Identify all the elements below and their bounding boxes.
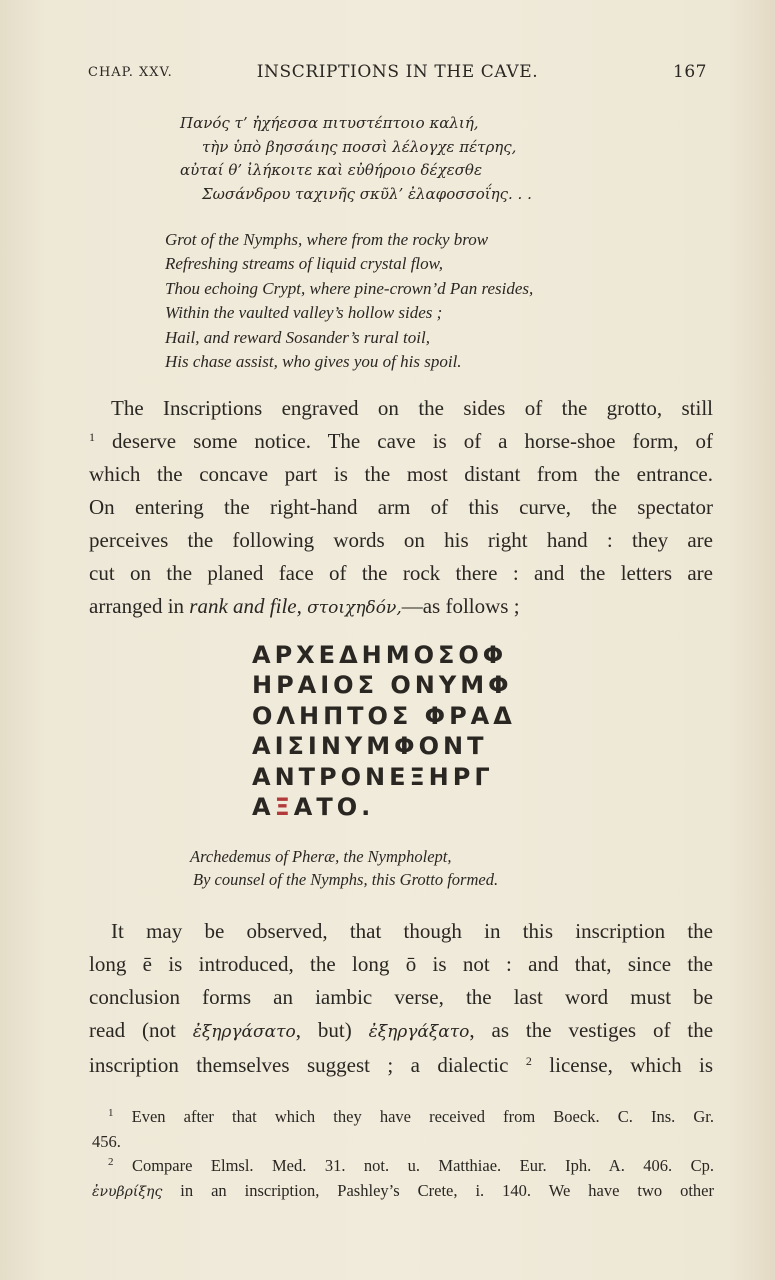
paragraph-text: is not : and that, since the <box>416 952 713 976</box>
inscription-line: ΟΛΗΠΤΟΣ ΦΡΑΔ <box>252 701 516 730</box>
paragraph-line <box>89 1049 713 1082</box>
chapter-label: CHAP. XXV. <box>88 65 173 80</box>
paragraph-line <box>89 948 713 981</box>
english-verse-line: Hail, and reward Sosander’s rural toil, <box>165 327 430 347</box>
greek-verse-line: αὐταί θ’ ἰλήκοιτε καὶ εὐθήροιο δέχεσθε <box>180 161 482 179</box>
footnote-text: Compare Elmsl. Med. 31. not. u. Matthiae. Eur. Iph. A. 406. Cp. <box>131 1156 714 1175</box>
footnote-text: in an inscription, Pashley’s Crete, i. 140. We have two other <box>162 1180 714 1200</box>
paragraph-line: On entering the right-hand arm of this curve, the spectator <box>89 495 713 519</box>
footnote-line <box>92 1154 714 1179</box>
paragraph-text: —as follows ; <box>401 594 520 618</box>
paragraph-inscriptions <box>89 392 713 625</box>
page-title: INSCRIPTIONS IN THE CAVE. <box>256 62 539 82</box>
english-verse-block <box>165 228 645 374</box>
paragraph-text: deserve some notice. The cave is of a horse-shoe form, of <box>112 429 714 453</box>
translation-line: Archedemus of Pheræ, the Nympholept, <box>190 847 452 866</box>
footnote-number: 1 <box>108 1107 114 1119</box>
greek-word: ἐνυβρίξης <box>92 1183 163 1200</box>
footnote-marker[interactable]: 2 <box>525 1054 532 1068</box>
inscription-line: ΑΡΧΕΔΗΜΟΣΟΦ <box>252 641 508 669</box>
paragraph-text: long <box>89 952 143 976</box>
paragraph-line: which the concave part is the most distant from the entrance. <box>89 462 713 486</box>
footnote-line <box>92 1179 714 1205</box>
footnote-line: 456. <box>92 1131 121 1151</box>
paragraph-line: perceives the following words on his right hand : they are <box>89 528 713 552</box>
footnote-marker[interactable]: 1 <box>89 430 95 444</box>
paragraph-line: cut on the planed face of the rock there : and the letters are <box>89 561 713 585</box>
paragraph-observation <box>89 915 713 1082</box>
long-e-symbol: ē <box>142 952 152 976</box>
paragraph-line: conclusion forms an iambic verse, the last word must be <box>89 985 713 1009</box>
paragraph-text: , but) <box>295 1018 369 1042</box>
english-verse-line: Refreshing streams of liquid crystal flow, <box>165 254 443 274</box>
greek-verse-line: Σωσάνδρου ταχινῆς σκῦλ’ ἐλαφοσσοΐης. . . <box>202 184 532 203</box>
footnotes <box>92 1105 714 1204</box>
inscription-line <box>252 792 516 822</box>
paragraph-line: The Inscriptions engraved on the sides of the grotto, still <box>111 396 713 420</box>
translation-line: By counsel of the Nymphs, this Grotto formed. <box>193 870 499 889</box>
inscription-block <box>252 640 516 822</box>
paragraph-line <box>89 1014 713 1049</box>
greek-verse-line: Πανός τ’ ἠχήεσσα πιτυστέπτοιο καλιή, <box>180 114 479 132</box>
inscription-line: ΑΙΣΙΝΥΜΦΟΝΤ <box>252 732 488 761</box>
english-verse-line: Thou echoing Crypt, where pine-crown’d Pan resides, <box>165 278 534 298</box>
footnote-number: 2 <box>108 1156 114 1168</box>
english-verse-line: His chase assist, who gives you of his spoil. <box>165 352 462 372</box>
running-header <box>88 62 707 86</box>
footnote-line <box>92 1105 714 1130</box>
greek-verse-line: τὴν ὑπὸ βησσάιης ποσσὶ λέλογχε πέτρης, <box>202 137 517 156</box>
paragraph-text: read (not <box>89 1018 193 1042</box>
inscription-letter: Α <box>252 793 275 822</box>
english-verse-line: Within the vaulted valley’s hollow sides ; <box>165 303 443 323</box>
paragraph-line <box>89 425 713 458</box>
english-verse-line: Grot of the Nymphs, where from the rocky brow <box>165 230 489 249</box>
inscription-translation <box>190 845 630 891</box>
inscription-line: ΗΡΑΙΟΣ ΟΝΥΜΦ <box>252 671 513 700</box>
inscription-line: ΑΝΤΡΟΝΕΞΗΡΓ <box>252 762 494 791</box>
paragraph-text: arranged in <box>89 594 190 618</box>
paragraph-text: inscription themselves suggest ; a dialectic <box>89 1053 526 1077</box>
paragraph-text: , as the vestiges of the <box>469 1018 714 1042</box>
page-number: 167 <box>673 62 707 82</box>
greek-word: στοιχηδόν, <box>307 598 402 618</box>
paragraph-line: It may be observed, that though in this inscription the <box>111 919 713 943</box>
paragraph-text: license, which is <box>531 1053 713 1077</box>
inscription-xi-letter: Ξ <box>274 793 294 822</box>
greek-verse-block <box>180 112 620 206</box>
paragraph-line <box>89 590 713 625</box>
rank-and-file-phrase: rank and file, <box>189 594 302 618</box>
long-o-symbol: ō <box>405 952 417 976</box>
footnote-text: Even after that which they have received from Boeck. C. Ins. Gr. <box>131 1107 714 1126</box>
inscription-letters: ΑΤΟ. <box>293 793 375 822</box>
greek-word: ἐξηργάξατο <box>368 1022 470 1042</box>
paragraph-text: is introduced, the long <box>152 952 406 976</box>
greek-word: ἐξηργάσατο <box>192 1022 296 1042</box>
